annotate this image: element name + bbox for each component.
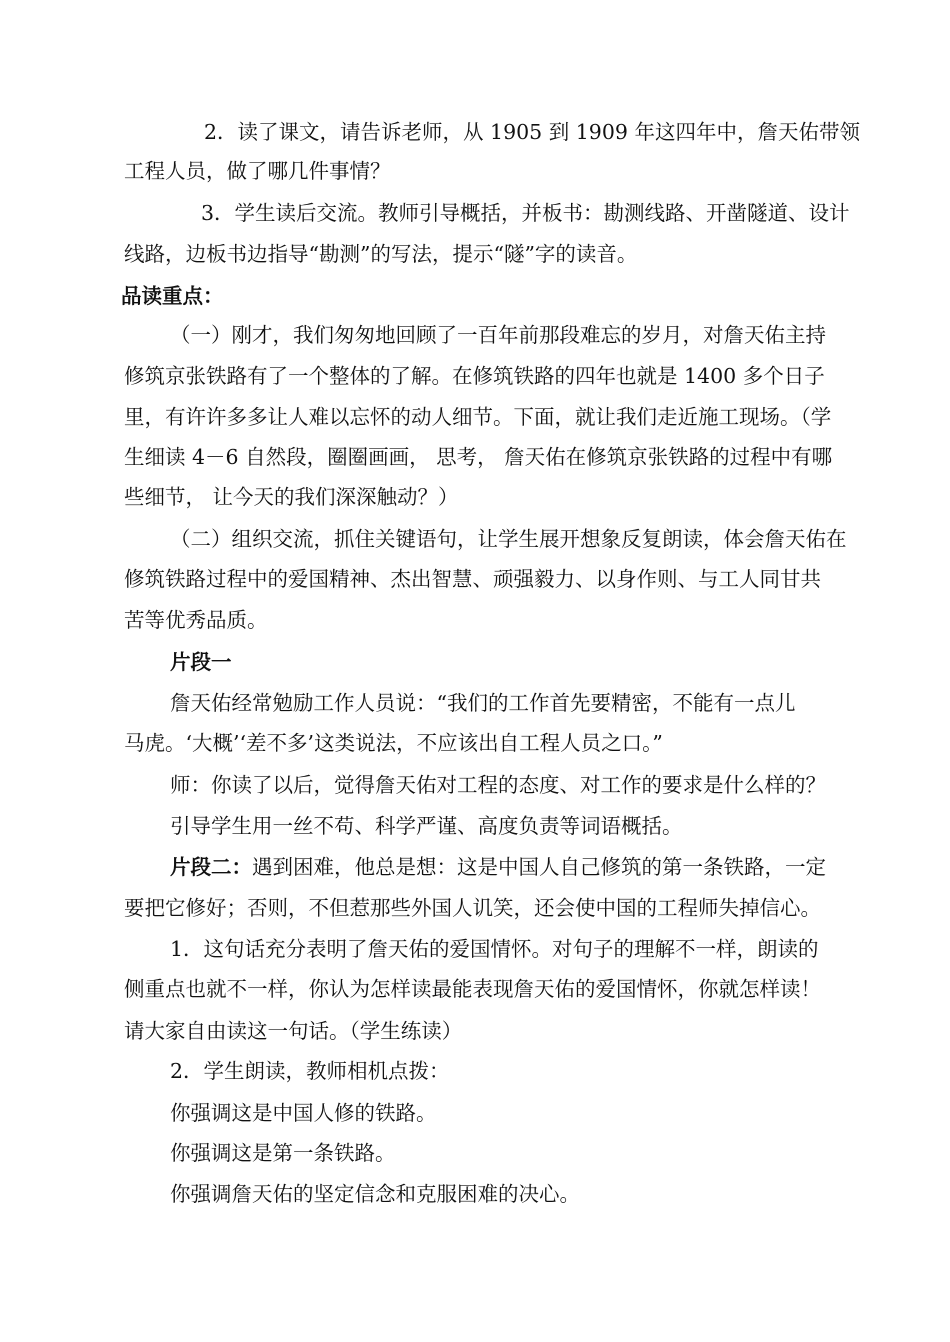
line-27: 你强调詹天佑的坚定信念和克服困难的决心。 (170, 1182, 580, 1206)
line-09: 生细读 4－6 自然段，圈圈画画， 思考， 詹天佑在修筑京张铁路的过程中有哪 (124, 445, 833, 469)
line-16: 马虎。‘大概’‘差不多’这类说法，不应该出自工程人员之口。” (124, 731, 663, 755)
line-04: 线路，边板书边指导“勘测”的写法，提示“隧”字的读音。 (124, 242, 638, 266)
line-12: 修筑铁路过程中的爱国精神、杰出智慧、顽强毅力、以身作则、与工人同甘共 (124, 567, 821, 591)
line-07: 修筑京张铁路有了一个整体的了解。在修筑铁路的四年也就是 1400 多个日子 (124, 364, 825, 388)
line-03: 3．学生读后交流。教师引导概括，并板书：勘测线路、开凿隧道、设计 (201, 201, 850, 225)
line-26: 你强调这是第一条铁路。 (170, 1141, 396, 1165)
line-21: 1．这句话充分表明了詹天佑的爱国情怀。对句子的理解不一样，朗读的 (170, 937, 819, 961)
line-19 (170, 852, 826, 882)
line-13: 苦等优秀品质。 (124, 608, 268, 632)
excerpt-one-heading: 片段一 (170, 650, 232, 674)
line-23: 请大家自由读这一句话。（学生练读） (124, 1019, 463, 1043)
line-17: 师：你读了以后，觉得詹天佑对工程的态度、对工作的要求是什么样的？ (170, 773, 826, 797)
line-02: 工程人员，做了哪几件事情？ (124, 159, 391, 183)
line-11: （二）组织交流，抓住关键语句，让学生展开想象反复朗读，体会詹天佑在 (170, 527, 847, 551)
line-25: 你强调这是中国人修的铁路。 (170, 1101, 437, 1125)
line-06: （一）刚才，我们匆匆地回顾了一百年前那段难忘的岁月，对詹天佑主持 (170, 323, 826, 347)
excerpt-two-text: 遇到困难，他总是想：这是中国人自己修筑的第一条铁路，一定 (252, 855, 826, 879)
line-18: 引导学生用一丝不苟、科学严谨、高度负责等词语概括。 (170, 814, 683, 838)
line-15: 詹天佑经常勉励工作人员说：“我们的工作首先要精密，不能有一点儿 (170, 691, 796, 715)
line-08: 里，有许许多多让人难以忘怀的动人细节。下面，就让我们走近施工现场。（学 (124, 405, 832, 429)
excerpt-two-label: 片段二： (170, 855, 252, 879)
line-24: 2．学生朗读，教师相机点拨： (170, 1059, 450, 1083)
line-22: 侧重点也就不一样，你认为怎样读最能表现詹天佑的爱国情怀，你就怎样读！ (124, 977, 821, 1001)
line-10: 些细节， 让今天的我们深深触动？） (124, 485, 459, 509)
line-01: 2．读了课文，请告诉老师，从 1905 到 1909 年这四年中，詹天佑带领 (204, 120, 860, 144)
section-heading-reading-focus: 品读重点： (121, 284, 224, 308)
line-20: 要把它修好；否则，不但惹那些外国人讥笑，还会使中国的工程师失掉信心。 (124, 896, 821, 920)
